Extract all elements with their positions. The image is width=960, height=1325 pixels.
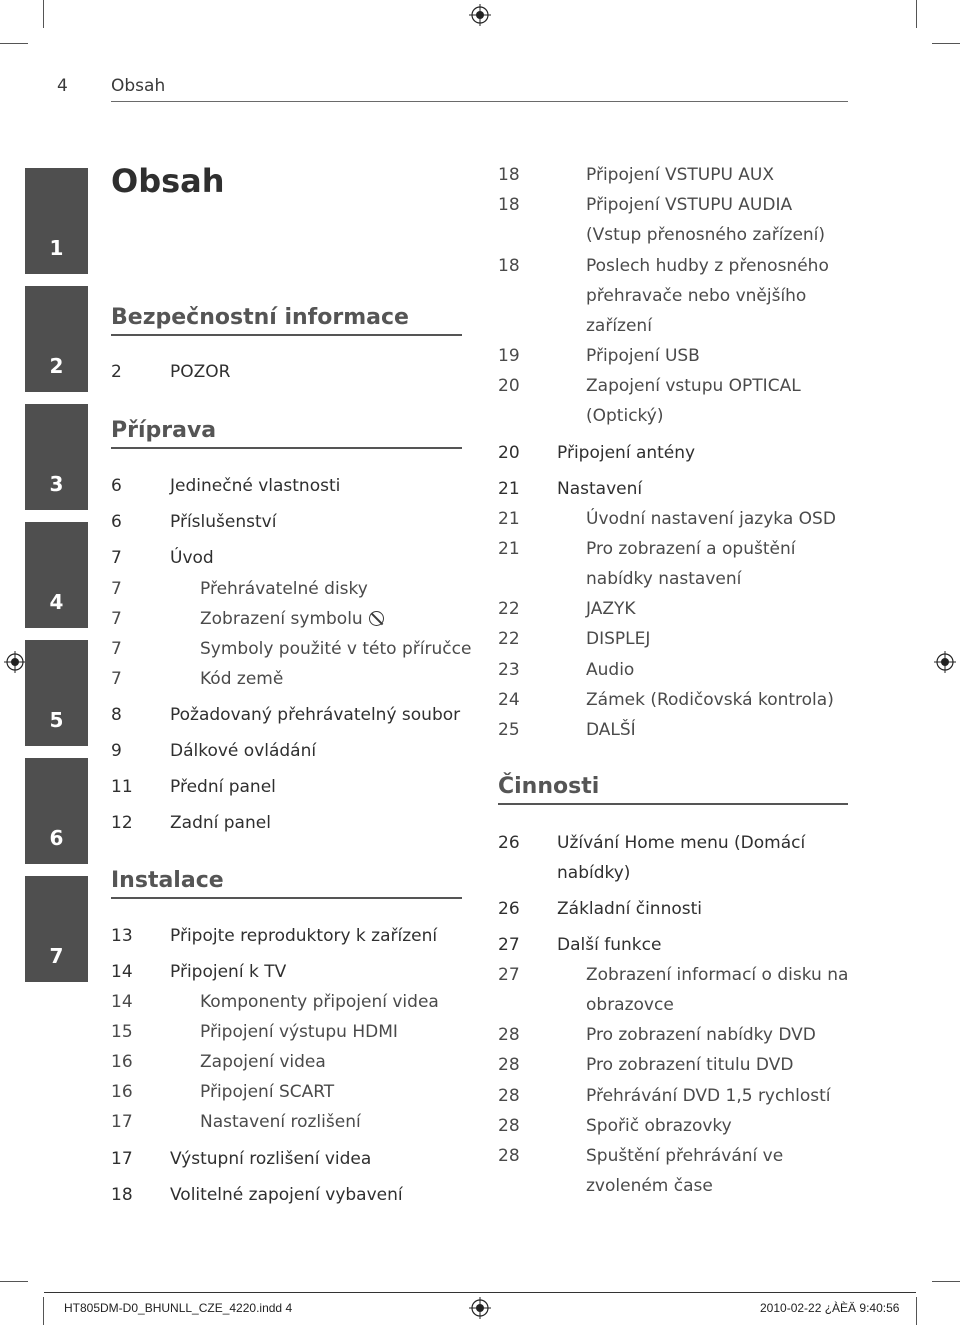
chapter-tab-6[interactable]: 6: [25, 758, 88, 864]
section-rule: [498, 803, 848, 805]
page-number: 4: [57, 76, 68, 96]
chapter-tab-5[interactable]: 5: [25, 640, 88, 746]
footer-filename: HT805DM-D0_BHUNLL_CZE_4220.indd 4: [64, 1301, 293, 1315]
page-header-title: Obsah: [111, 76, 166, 96]
footer-rule: [44, 1292, 916, 1293]
section-title-instalace: Instalace: [111, 868, 224, 893]
crop-mark: [932, 1281, 960, 1282]
chapter-tab-3[interactable]: 3: [25, 404, 88, 510]
chapter-tab-7[interactable]: 7: [25, 876, 88, 982]
section-title-priprava: Příprava: [111, 418, 217, 443]
crop-mark: [916, 0, 917, 28]
chapter-tab-4[interactable]: 4: [25, 522, 88, 628]
crop-mark: [916, 1297, 917, 1325]
crop-mark: [43, 1297, 44, 1325]
chapter-tab-1[interactable]: 1: [25, 168, 88, 274]
registration-mark-icon: [4, 651, 26, 673]
section-title-bezpecnost: Bezpečnostní informace: [111, 305, 409, 330]
prohibited-symbol-icon: [369, 611, 384, 626]
crop-mark: [932, 43, 960, 44]
header-rule: [111, 101, 848, 102]
crop-mark: [0, 43, 28, 44]
page-title: Obsah: [111, 162, 225, 200]
registration-mark-icon: [469, 1297, 491, 1319]
registration-mark-icon: [469, 4, 491, 26]
section-rule: [111, 897, 462, 899]
footer-timestamp: 2010-02-22 ¿ÀÈÄ 9:40:56: [760, 1301, 900, 1315]
chapter-tab-2[interactable]: 2: [25, 286, 88, 392]
crop-mark: [0, 1281, 28, 1282]
crop-mark: [43, 0, 44, 28]
registration-mark-icon: [934, 651, 956, 673]
section-title-cinnosti: Činnosti: [498, 774, 600, 799]
section-rule: [111, 334, 462, 336]
section-rule: [111, 447, 462, 449]
